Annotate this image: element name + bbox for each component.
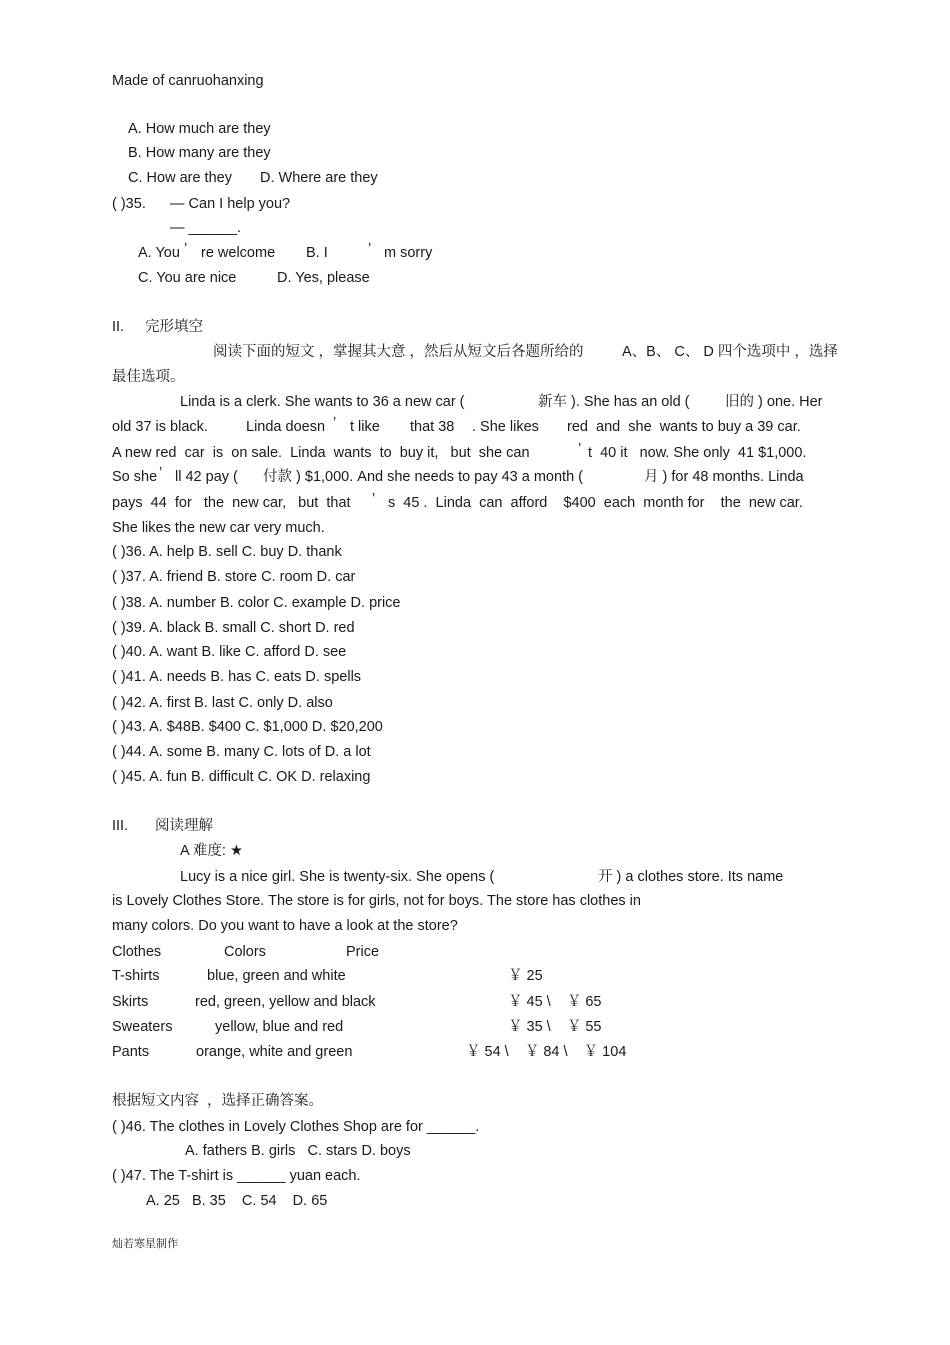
cloze-gloss-old: 旧的 ) one. Her: [725, 394, 823, 410]
cloze-gloss-month: 月 ) for 48 months. Linda: [644, 469, 804, 485]
cloze-passage-line4: So she: [112, 469, 158, 485]
cloze-passage-line2-f: red and she wants to buy a 39 car.: [567, 419, 801, 435]
section2-instruction: 阅读下面的短文 ，掌握其大意 ，然后从短文后各题所给的: [213, 344, 584, 360]
q34-option-a: A. How much are they: [128, 121, 271, 137]
cloze-passage-line1: Linda is a clerk. She wants to 36 a new car (: [180, 394, 465, 410]
cloze-question: ( )40. A. want B. like C. afford D. see: [112, 644, 347, 660]
table-cell-item: Skirts: [112, 994, 149, 1010]
cloze-passage-line6: She likes the new car very much.: [112, 520, 325, 536]
cloze-passage-line5: pays 44 for the new car, but that: [112, 495, 351, 511]
cloze-question: ( )39. A. black B. small C. short D. red: [112, 620, 355, 636]
cloze-question: ( )42. A. first B. last C. only D. also: [112, 695, 333, 711]
q35-option-b-apostrophe: ’: [368, 241, 372, 257]
question-46-options: A. fathers B. girls C. stars D. boys: [185, 1143, 411, 1159]
question-47: ( )47. The T-shirt is ______ yuan each.: [112, 1168, 361, 1184]
cloze-passage-line2-b: Linda doesn: [246, 419, 326, 435]
table-cell-colors: yellow, blue and red: [215, 1019, 344, 1035]
cloze-passage-line5-apostrophe: ’: [372, 491, 376, 507]
table-header-colors: Colors: [224, 944, 266, 960]
q35-option-a-rest: re welcome: [201, 245, 276, 261]
cloze-passage-line2-apostrophe: ’: [333, 415, 337, 431]
question-47-options: A. 25 B. 35 C. 54 D. 65: [146, 1193, 328, 1209]
reading-passage-line1: Lucy is a nice girl. She is twenty-six. She opens (: [180, 869, 495, 885]
cloze-passage-line2-c: t like: [350, 419, 380, 435]
reading-passage-line2: is Lovely Clothes Store. The store is for girls, not for boys. The store has clothes in: [112, 893, 641, 909]
table-cell-price: ￥ 54 \ ￥ 84 \ ￥ 104: [466, 1044, 627, 1060]
table-cell-item: T-shirts: [112, 968, 160, 984]
reading-instruction: 根据短文内容 ，选择正确答案。: [112, 1093, 324, 1109]
q35-number: ( )35.: [112, 196, 146, 212]
cloze-passage-line4-b: ll 42 pay (: [175, 469, 238, 485]
q35-option-a-apostrophe: ’: [184, 241, 188, 257]
table-cell-item: Pants: [112, 1044, 150, 1060]
q35-option-a: A. You: [138, 245, 180, 261]
section2-title: 完形填空: [145, 319, 203, 335]
table-header-clothes: Clothes: [112, 944, 162, 960]
cloze-passage-line5-b: s 45 . Linda can afford $400 each month for the new car.: [388, 495, 803, 511]
table-cell-price: ￥ 25: [508, 968, 543, 984]
q34-option-d: D. Where are they: [260, 170, 378, 186]
cloze-passage-line3: A new red car is on sale. Linda wants to buy it, but she can: [112, 445, 530, 461]
cloze-question: ( )36. A. help B. sell C. buy D. thank: [112, 544, 342, 560]
table-cell-colors: red, green, yellow and black: [195, 994, 376, 1010]
reading-passage-line3: many colors. Do you want to have a look at the store?: [112, 918, 458, 934]
cloze-passage-line2-d: that 38: [410, 419, 455, 435]
reading-gloss-open: 开 ) a clothes store. Its name: [598, 869, 784, 885]
section2-instruction-options: A、B、 C、 D 四个选项中 ，选择: [622, 344, 838, 360]
q35-reply-blank: — ______.: [170, 220, 241, 236]
cloze-passage-line2-e: . She likes: [472, 419, 539, 435]
cloze-passage-line2: old 37 is black.: [112, 419, 208, 435]
section2-number: II.: [112, 319, 125, 335]
cloze-passage-line3-b: t 40 it now. She only 41 $1,000.: [588, 445, 807, 461]
q35-prompt: — Can I help you?: [170, 196, 291, 212]
q35-option-c: C. You are nice: [138, 270, 237, 286]
q35-option-b: B. I: [306, 245, 328, 261]
cloze-question: ( )45. A. fun B. difficult C. OK D. relaxing: [112, 769, 371, 785]
cloze-gloss-pay: 付款 ) $1,000. And she needs to pay 43 a month (: [263, 469, 583, 485]
cloze-question: ( )43. A. $48B. $400 C. $1,000 D. $20,200: [112, 719, 383, 735]
section3-number: III.: [112, 818, 129, 834]
cloze-passage-line4-apostrophe: ’: [159, 465, 163, 481]
difficulty-label: A 难度: ★: [180, 843, 243, 859]
table-cell-item: Sweaters: [112, 1019, 173, 1035]
q35-option-d: D. Yes, please: [277, 270, 370, 286]
cloze-gloss-new-car: 新车 ). She has an old (: [538, 394, 690, 410]
question-46: ( )46. The clothes in Lovely Clothes Shop are for ______.: [112, 1119, 480, 1135]
header-made-of: Made of canruohanxing: [112, 73, 264, 89]
cloze-question: ( )37. A. friend B. store C. room D. car: [112, 569, 356, 585]
table-cell-colors: orange, white and green: [196, 1044, 353, 1060]
table-cell-colors: blue, green and white: [207, 968, 346, 984]
section3-title: 阅读理解: [155, 818, 213, 834]
cloze-question: ( )38. A. number B. color C. example D. price: [112, 595, 401, 611]
cloze-question: ( )44. A. some B. many C. lots of D. a lot: [112, 744, 371, 760]
table-cell-price: ￥ 45 \ ￥ 65: [508, 994, 602, 1010]
cloze-question: ( )41. A. needs B. has C. eats D. spells: [112, 669, 362, 685]
q35-option-b-rest: m sorry: [384, 245, 433, 261]
section2-instruction-end: 最佳选项。: [112, 369, 185, 385]
table-header-price: Price: [346, 944, 380, 960]
table-cell-price: ￥ 35 \ ￥ 55: [508, 1019, 602, 1035]
q34-option-c: C. How are they: [128, 170, 232, 186]
footer-text: 灿若寒星制作: [112, 1238, 178, 1250]
q34-option-b: B. How many are they: [128, 145, 271, 161]
cloze-passage-line3-apostrophe: ’: [578, 441, 582, 457]
